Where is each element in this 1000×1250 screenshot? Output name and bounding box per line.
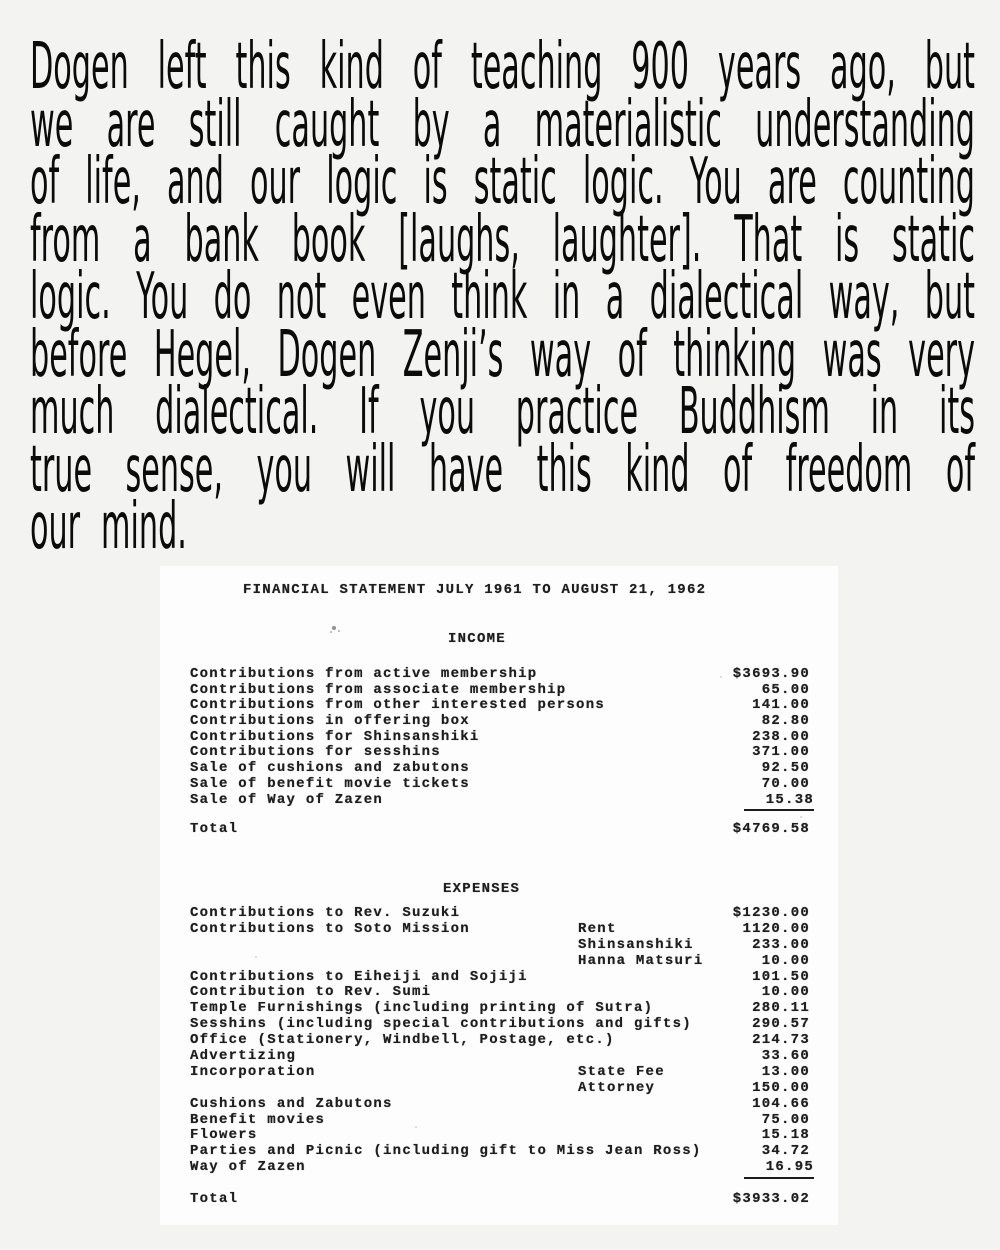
income-heading: INCOME xyxy=(448,631,506,647)
expense-row xyxy=(160,1049,838,1065)
row-amount: 290.57 xyxy=(752,1016,810,1033)
row-label: Incorporation xyxy=(190,1063,316,1080)
total-label: Total xyxy=(190,1191,239,1207)
expense-row xyxy=(160,954,838,970)
row-sublabel: Shinsanshiki xyxy=(578,936,694,953)
expense-row xyxy=(160,1033,838,1049)
expenses-heading: EXPENSES xyxy=(443,881,521,897)
income-row xyxy=(160,698,838,714)
row-amount: 82.80 xyxy=(761,713,810,730)
row-amount: 34.72 xyxy=(761,1143,810,1160)
expense-row xyxy=(160,938,838,954)
expense-row xyxy=(160,1017,838,1033)
row-amount: 10.00 xyxy=(761,952,810,969)
row-label: Sale of benefit movie tickets xyxy=(190,775,470,792)
expense-row xyxy=(160,1160,838,1176)
total-amount: $3933.02 xyxy=(732,1191,810,1207)
row-amount: $1230.00 xyxy=(732,905,810,921)
expense-row xyxy=(160,985,838,1001)
row-amount: 280.11 xyxy=(752,1000,810,1017)
row-label: Sesshins (including special contributions and gifts) xyxy=(190,1016,692,1033)
quote-line: Dogen left this kind of teaching 900 years ago, but xyxy=(30,30,975,104)
quote-line: of life, and our logic is static logic. You are counting xyxy=(30,145,975,219)
row-amount: 15.38 xyxy=(744,793,814,812)
expense-total-row xyxy=(160,1192,838,1208)
expense-rows xyxy=(160,906,838,1176)
row-amount: 214.73 xyxy=(752,1032,810,1049)
row-label: Contributions to Soto Mission xyxy=(190,920,470,937)
expense-row xyxy=(160,1113,838,1129)
row-label: Advertizing xyxy=(190,1048,297,1065)
expense-row xyxy=(160,1144,838,1160)
expense-row xyxy=(160,1128,838,1144)
row-amount: 1120.00 xyxy=(742,920,810,937)
row-amount: 10.00 xyxy=(761,984,810,1001)
row-label: Parties and Picnic (including gift to Miss Jean Ross) xyxy=(190,1143,702,1160)
row-amount: 141.00 xyxy=(752,697,810,714)
row-amount: 150.00 xyxy=(752,1079,810,1096)
row-amount: $3693.90 xyxy=(732,666,810,682)
row-label: Contributions in offering box xyxy=(190,713,470,730)
quote-line: from a bank book [laughs, laughter]. That is static xyxy=(30,202,975,277)
income-row xyxy=(160,793,838,809)
income-rows xyxy=(160,667,838,808)
row-label: Contributions from active membership xyxy=(190,666,538,682)
quote-line: true sense, you will have this kind of freedom of xyxy=(30,432,975,507)
quote-line: much dialectical. If you practice Buddhism in its xyxy=(30,375,975,449)
row-label: Flowers xyxy=(190,1127,258,1144)
row-label: Office (Stationery, Windbell, Postage, etc.) xyxy=(190,1032,615,1049)
income-row xyxy=(160,761,838,777)
expense-row xyxy=(160,1065,838,1081)
row-sublabel: Attorney xyxy=(578,1079,656,1096)
row-label: Contributions for sesshins xyxy=(190,744,441,761)
row-sublabel: State Fee xyxy=(578,1063,665,1080)
row-amount: 33.60 xyxy=(761,1048,810,1065)
total-amount: $4769.58 xyxy=(732,821,810,837)
row-amount: 371.00 xyxy=(752,744,810,761)
row-label: Contributions to Rev. Suzuki xyxy=(190,905,461,921)
income-row xyxy=(160,745,838,761)
row-amount: 101.50 xyxy=(752,968,810,985)
quote-paragraph xyxy=(30,30,975,564)
statement-title: FINANCIAL STATEMENT JULY 1961 TO AUGUST 21, 1962 xyxy=(243,582,707,598)
row-label: Contributions to Eiheiji and Sojiji xyxy=(190,968,528,985)
income-row xyxy=(160,777,838,793)
row-amount: 70.00 xyxy=(761,775,810,792)
financial-statement-page xyxy=(160,566,838,1225)
row-label: Contributions from other interested persons xyxy=(190,697,606,714)
row-label: Contributions for Shinsanshiki xyxy=(190,728,480,745)
quote-line: we are still caught by a materialistic understanding xyxy=(30,87,975,162)
income-row xyxy=(160,667,838,683)
income-row xyxy=(160,714,838,730)
expense-row xyxy=(160,1097,838,1113)
row-label: Benefit movies xyxy=(190,1111,326,1128)
row-amount: 104.66 xyxy=(752,1095,810,1112)
row-amount: 65.00 xyxy=(761,681,810,698)
row-amount: 233.00 xyxy=(752,936,810,953)
row-amount: 92.50 xyxy=(761,760,810,777)
row-label: Sale of Way of Zazen xyxy=(190,791,384,808)
row-label: Temple Furnishings (including printing of Sutra) xyxy=(190,1000,654,1017)
row-amount: 75.00 xyxy=(761,1111,810,1128)
row-sublabel: Hanna Matsuri xyxy=(578,952,704,969)
row-amount: 13.00 xyxy=(761,1063,810,1080)
total-label: Total xyxy=(190,821,239,837)
expense-row xyxy=(160,1001,838,1017)
income-total-row xyxy=(160,822,838,838)
expense-row xyxy=(160,922,838,938)
expense-row xyxy=(160,1081,838,1097)
row-label: Contributions from associate membership xyxy=(190,681,567,698)
row-sublabel: Rent xyxy=(578,920,617,937)
row-label: Contribution to Rev. Sumi xyxy=(190,984,432,1001)
row-amount: 15.18 xyxy=(761,1127,810,1144)
quote-line: logic. You do not even think in a dialectical way, but xyxy=(30,260,975,334)
row-label: Way of Zazen xyxy=(190,1159,306,1176)
quote-line: our mind. xyxy=(30,490,187,564)
row-label: Sale of cushions and zabutons xyxy=(190,760,470,777)
row-amount: 238.00 xyxy=(752,728,810,745)
row-label: Cushions and Zabutons xyxy=(190,1095,393,1112)
ink-smudge xyxy=(332,626,336,630)
scan-speck xyxy=(800,816,802,818)
quote-line: before Hegel, Dogen Zenji’s way of thinking was very xyxy=(30,317,975,392)
expense-row xyxy=(160,906,838,922)
row-amount: 16.95 xyxy=(744,1160,814,1179)
